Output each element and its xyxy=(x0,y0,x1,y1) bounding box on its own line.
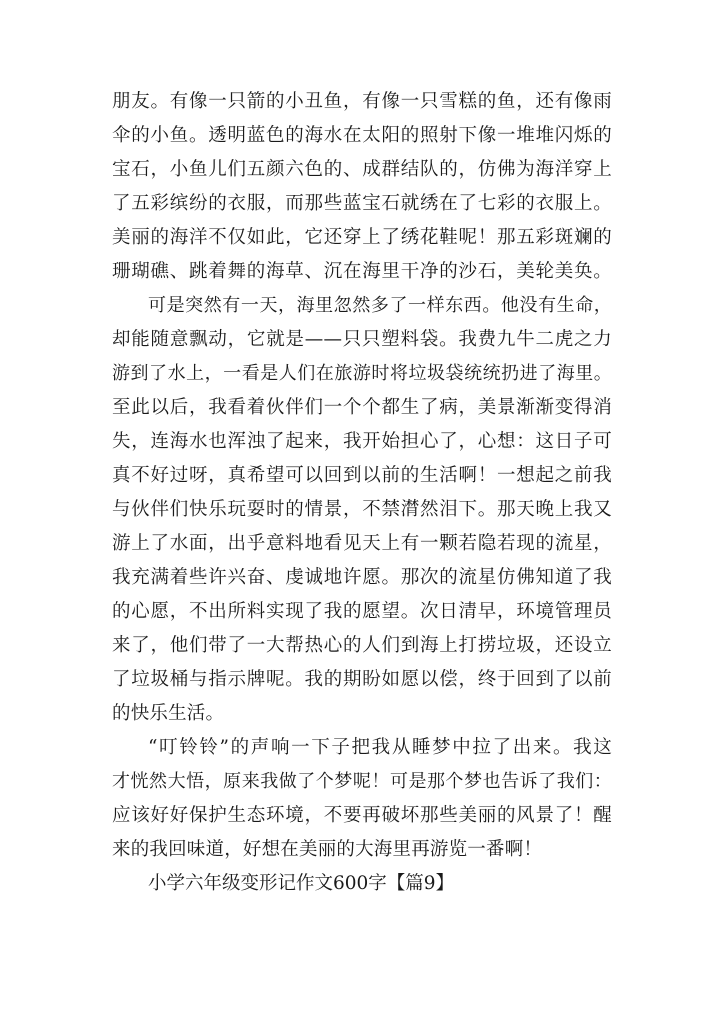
section-heading: 小学六年级变形记作文600字【篇9】 xyxy=(148,873,455,894)
paragraph-1-line-1: 朋友。有像一只箭的小丑鱼，有像一只雪糕的鱼，还有像雨 xyxy=(112,91,612,112)
paragraph-3-line-4: 来的我回味道，好想在美丽的大海里再游览一番啊！ xyxy=(112,839,543,860)
paragraph-1-line-4: 了五彩缤纷的衣服，而那些蓝宝石就绣在了七彩的衣服上。 xyxy=(112,193,612,214)
paragraph-3-line-2: 才恍然大悟，原来我做了个梦呢！可是那个梦也告诉了我们： xyxy=(112,771,612,792)
paragraph-2-line-3: 游到了水上，一看是人们在旅游时将垃圾袋统统扔进了海里。 xyxy=(112,363,612,384)
paragraph-1-line-6: 珊瑚礁、跳着舞的海草、沉在海里干净的沙石，美轮美奂。 xyxy=(112,261,612,282)
paragraph-2-line-8: 游上了水面，出乎意料地看见天上有一颗若隐若现的流星， xyxy=(112,533,612,554)
paragraph-2-line-13: 的快乐生活。 xyxy=(112,703,225,724)
paragraph-1-line-2: 伞的小鱼。透明蓝色的海水在太阳的照射下像一堆堆闪烁的 xyxy=(112,125,612,146)
paragraph-2-line-1: 可是突然有一天，海里忽然多了一样东西。他没有生命， xyxy=(148,295,612,316)
paragraph-3-line-3: 应该好好保护生态环境，不要再破坏那些美丽的风景了！醒 xyxy=(112,805,612,826)
paragraph-2-line-10: 的心愿，不出所料实现了我的愿望。次日清早，环境管理员 xyxy=(112,601,612,622)
paragraph-2-line-12: 了垃圾桶与指示牌呢。我的期盼如愿以偿，终于回到了以前 xyxy=(112,669,612,690)
paragraph-2-line-5: 失，连海水也浑浊了起来，我开始担心了，心想：这日子可 xyxy=(112,431,612,452)
paragraph-1-line-3: 宝石，小鱼儿们五颜六色的、成群结队的，仿佛为海洋穿上 xyxy=(112,159,612,180)
paragraph-2-line-7: 与伙伴们快乐玩耍时的情景，不禁潸然泪下。那天晚上我又 xyxy=(112,499,612,520)
paragraph-1-line-5: 美丽的海洋不仅如此，它还穿上了绣花鞋呢！那五彩斑斓的 xyxy=(112,227,612,248)
paragraph-2-line-2: 却能随意飘动，它就是——只只塑料袋。我费九牛二虎之力 xyxy=(112,329,612,350)
paragraph-2-line-11: 来了，他们带了一大帮热心的人们到海上打捞垃圾，还设立 xyxy=(112,635,612,656)
paragraph-2-line-4: 至此以后，我看着伙伴们一个个都生了病，美景渐渐变得消 xyxy=(112,397,612,418)
paragraph-3-line-1: “叮铃铃”的声响一下子把我从睡梦中拉了出来。我这 xyxy=(148,737,612,758)
paragraph-2-line-9: 我充满着些许兴奋、虔诚地许愿。那次的流星仿佛知道了我 xyxy=(112,567,612,588)
paragraph-2-line-6: 真不好过呀，真希望可以回到以前的生活啊！一想起之前我 xyxy=(112,465,612,486)
